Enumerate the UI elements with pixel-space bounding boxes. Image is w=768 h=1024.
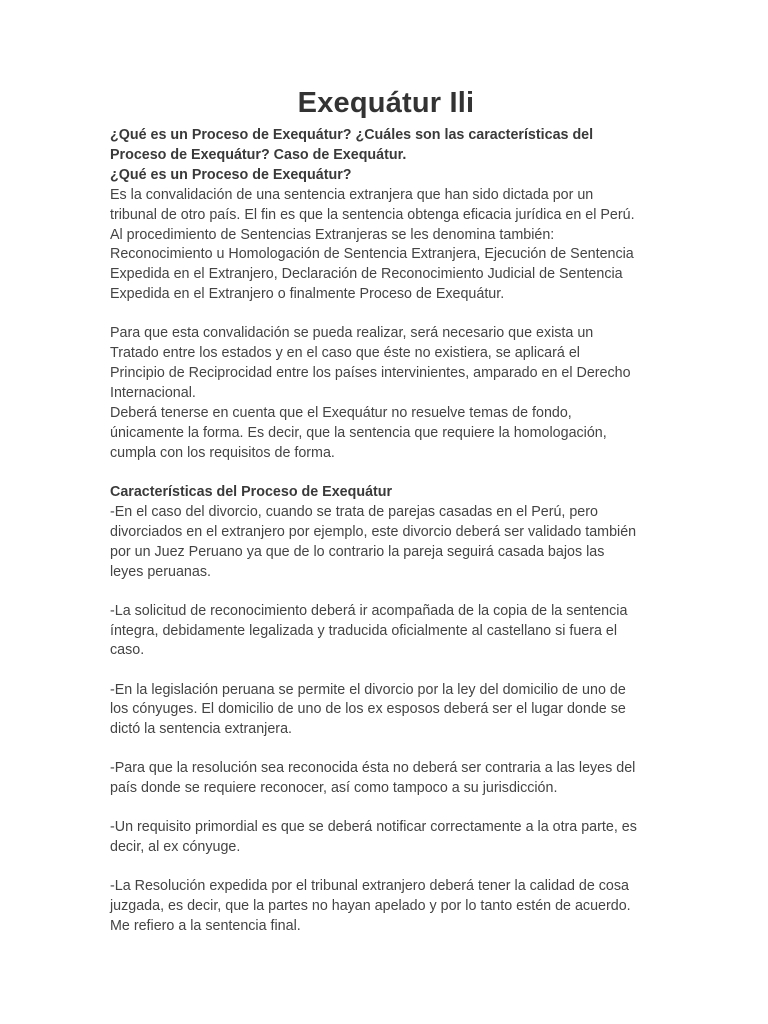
paragraph-treaty [110,324,662,463]
paragraph-spacer [110,661,662,680]
item-line: -La Resolución expedida por el tribunal extranjero deberá tener la calidad de cosa [110,878,629,895]
paragraph-line: tribunal de otro país. El fin es que la sentencia obtenga eficacia jurídica en el Perú. [110,206,635,223]
paragraph-line: Tratado entre los estados y en el caso que éste no existiera, se aplicará el [110,345,580,362]
paragraph-line: Reconocimiento u Homologación de Sentencia Extranjera, Ejecución de Sentencia [110,246,634,263]
paragraph-spacer [110,582,662,601]
item-line: -Para que la resolución sea reconocida ésta no deberá ser contraria a las leyes del [110,760,636,777]
paragraph-spacer [110,305,662,324]
item-line: Me refiero a la sentencia final. [110,918,301,935]
item-line: dictó la sentencia extranjera. [110,721,292,738]
item-line: -En el caso del divorcio, cuando se trata de parejas casadas en el Perú, pero [110,503,598,520]
paragraph-line: Internacional. [110,385,196,402]
paragraph-line: Al procedimiento de Sentencias Extranjeras se les denomina también: [110,226,555,243]
intro-line: ¿Qué es un Proceso de Exequátur? ¿Cuáles son las características del [110,127,594,143]
paragraph-line: Expedida en el Extranjero, Declaración de Reconocimiento Judicial de Sentencia [110,266,623,283]
paragraph-line: únicamente la forma. Es decir, que la sentencia que requiere la homologación, [110,424,607,441]
intro-line: ¿Qué es un Proceso de Exequátur? [110,166,352,183]
paragraph-line: Expedida en el Extranjero o finalmente Proceso de Exequátur. [110,286,505,303]
item-line: -La solicitud de reconocimiento deberá ir acompañada de la copia de la sentencia [110,602,628,619]
characteristic-item [110,503,662,583]
item-line: -En la legislación peruana se permite el divorcio por la ley del domicilio de uno de [110,681,626,698]
document-title: Exequátur Ili [297,87,475,119]
document-page [110,84,662,937]
intro-line: Proceso de Exequátur? Caso de Exequátur. [110,146,407,163]
paragraph-spacer [110,464,662,483]
paragraph-line: Deberá tenerse en cuenta que el Exequátur no resuelve temas de fondo, [110,404,572,421]
characteristic-item [110,602,662,662]
paragraph-line: Es la convalidación de una sentencia extranjera que han sido dictada por un [110,186,594,203]
item-line: leyes peruanas. [110,563,211,580]
paragraph-spacer [110,799,662,818]
item-line: -Un requisito primordial es que se deberá notificar correctamente a la otra parte, es [110,819,637,836]
item-line: país donde se requiere reconocer, así como tampoco a su jurisdicción. [110,780,558,797]
item-line: íntegra, debidamente legalizada y traducida oficialmente al castellano si fuera el [110,622,618,639]
characteristic-item [110,759,662,799]
item-line: divorciados en el extranjero por ejemplo, este divorcio deberá ser validado también [110,523,637,540]
paragraph-line: Para que esta convalidación se pueda realizar, será necesario que exista un [110,325,594,342]
paragraph-line: cumpla con los requisitos de forma. [110,444,335,461]
item-line: por un Juez Peruano ya que de lo contrario la pareja seguirá casada bajos las [110,543,605,560]
intro-questions [110,126,662,186]
section-heading: Características del Proceso de Exequátur [110,483,393,500]
paragraph-spacer [110,858,662,877]
paragraph-line: Principio de Reciprocidad entre los países intervinientes, amparado en el Derecho [110,365,631,382]
characteristic-item [110,877,662,937]
paragraph-spacer [110,740,662,759]
characteristic-item [110,681,662,741]
paragraph-definition [110,186,662,305]
item-line: caso. [110,642,145,659]
characteristic-item [110,818,662,858]
item-line: los cónyuges. El domicilio de uno de los ex esposos deberá ser el lugar donde se [110,701,626,718]
item-line: decir, al ex cónyuge. [110,839,241,856]
item-line: juzgada, es decir, que la partes no hayan apelado y por lo tanto estén de acuerdo. [110,898,631,915]
